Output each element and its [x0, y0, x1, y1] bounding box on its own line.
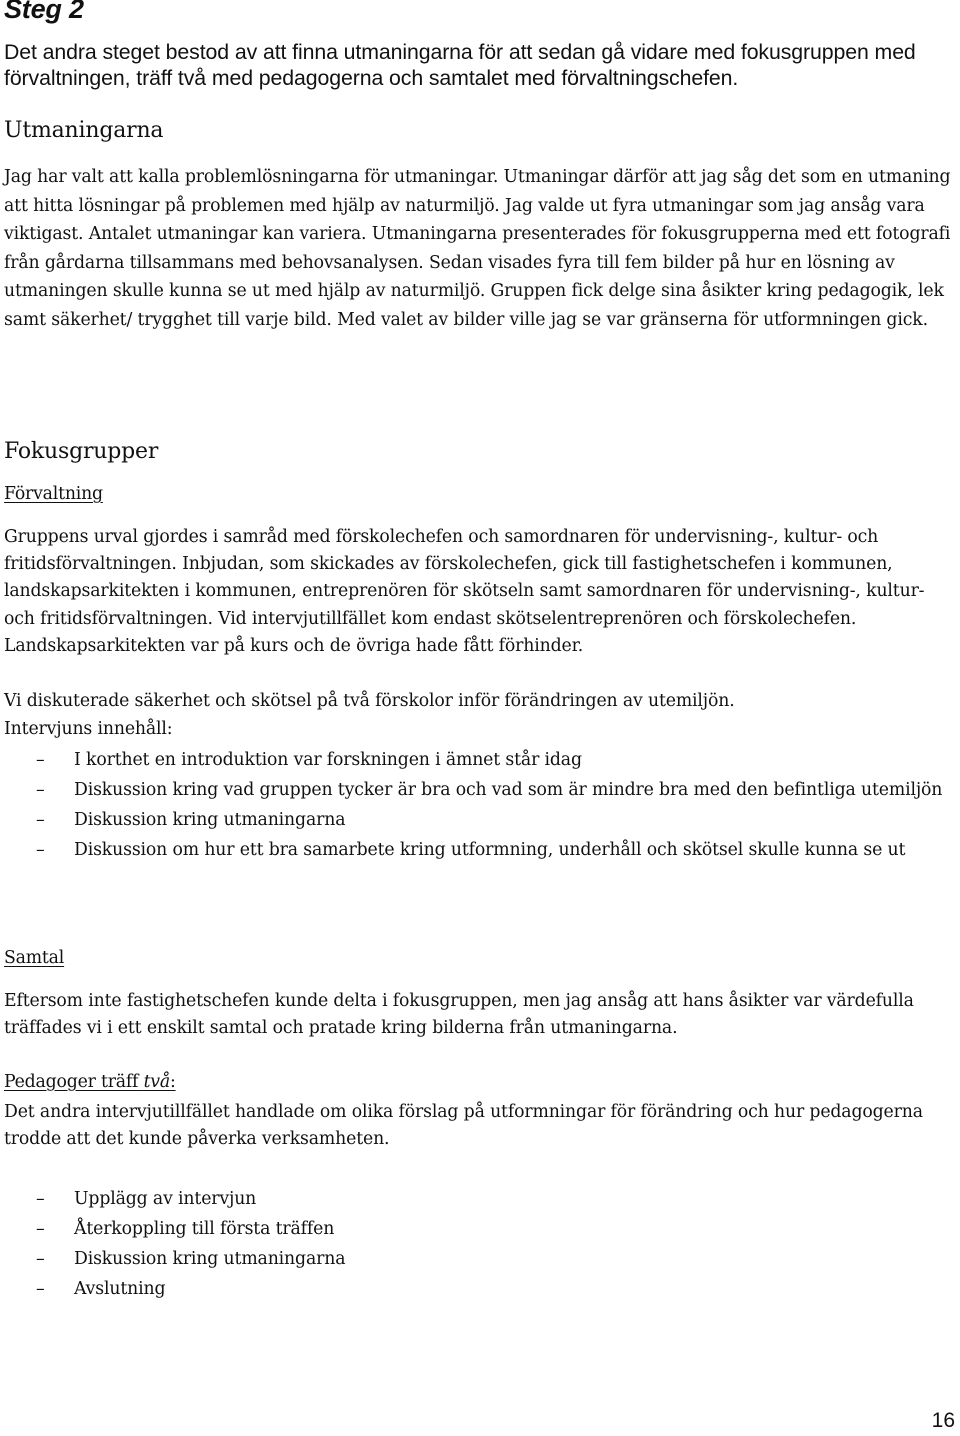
- forvaltning-heading: Förvaltning: [4, 484, 103, 504]
- list-item: – Återkoppling till första träffen: [4, 1214, 944, 1244]
- pedagoger-list: [4, 1184, 944, 1304]
- forvaltning-paragraph: Gruppens urval gjordes i samråd med förskolechefen och samordnaren för undervisning-, kultur- och fritidsförvaltningen. Inbjudan, som skickades av förskolechefen, gick till fastighetschefen i kommunen, landskapsarkitekten i kommunen, entreprenören för skötseln samt samordnaren för undervisning-, kultur- och fritidsförvaltningen. Vid intervjutillfället kom endast skötselentreprenören och förskolechefen. Landskapsarkitekten var på kurs och de övriga hade fått förhinder.: [4, 527, 925, 656]
- samtal-heading: Samtal: [4, 948, 65, 968]
- dash-bullet: –: [36, 810, 45, 831]
- discussion-paragraph: Vi diskuterade säkerhet och skötsel på två förskolor inför förändringen av utemiljön.: [4, 691, 735, 711]
- section-title: Steg 2: [4, 0, 84, 24]
- page-number: 16: [931, 1409, 955, 1432]
- samtal-paragraph: Eftersom inte fastighetschefen kunde delta i fokusgruppen, men jag ansåg att hans åsikter var värdefulla träffades vi i ett enskilt samtal och pratade kring bilderna från utmaningarna.: [4, 991, 914, 1039]
- intro-paragraph: Det andra steget bestod av att finna utmaningarna för att sedan gå vidare med fokusgruppen med förvaltningen, träff två med pedagogerna och samtalet med förvaltningschefen.: [4, 40, 916, 90]
- dash-bullet: –: [36, 840, 45, 861]
- list-item: – I korthet en introduktion var forskningen i ämnet står idag: [4, 746, 944, 775]
- pedagoger-heading: Pedagoger träff två:: [4, 1072, 176, 1092]
- utmaningarna-heading: Utmaningarna: [4, 118, 164, 143]
- list-item: – Diskussion kring utmaningarna: [4, 806, 944, 835]
- dash-bullet: –: [36, 1189, 45, 1209]
- list-item: – Avslutning: [4, 1274, 944, 1304]
- dash-bullet: –: [36, 1279, 45, 1299]
- interview-list: [4, 746, 944, 866]
- dash-bullet: –: [36, 750, 45, 770]
- dash-bullet: –: [36, 1249, 45, 1269]
- list-item: – Upplägg av intervjun: [4, 1184, 944, 1214]
- interview-label: Intervjuns innehåll:: [4, 719, 173, 739]
- utmaningarna-paragraph: Jag har valt att kalla problemlösningarna för utmaningar. Utmaningar därför att jag såg det som en utmaning att hitta lösningar på problemen med hjälp av naturmiljö. Jag valde ut fyra utmaningar som jag ansåg vara viktigast. Antalet utmaningar kan variera. Utmaningarna presenterades för fokusgrupperna med ett fotografi från gårdarna tillsammans med behovsanalysen. Sedan visades fyra till fem bilder på hur en lösning av utmaningen skulle kunna se ut med hjälp av naturmiljö. Gruppen fick delge sina åsikter kring pedagogik, lek samt säkerhet/ trygghet till varje bild. Med valet av bilder ville jag se var gränserna för utformningen gick.: [4, 167, 951, 330]
- list-item: – Diskussion kring vad gruppen tycker är bra och vad som är mindre bra med den befintliga utemiljön: [4, 776, 944, 805]
- list-item: – Diskussion om hur ett bra samarbete kring utformning, underhåll och skötsel skulle kunna se ut: [4, 836, 944, 865]
- list-item: – Diskussion kring utmaningarna: [4, 1244, 944, 1274]
- pedagoger-paragraph: Det andra intervjutillfället handlade om olika förslag på utformningar för förändring och hur pedagogerna trodde att det kunde påverka verksamheten.: [4, 1102, 923, 1150]
- dash-bullet: –: [36, 780, 45, 801]
- dash-bullet: –: [36, 1219, 45, 1239]
- fokusgrupper-heading: Fokusgrupper: [4, 439, 159, 464]
